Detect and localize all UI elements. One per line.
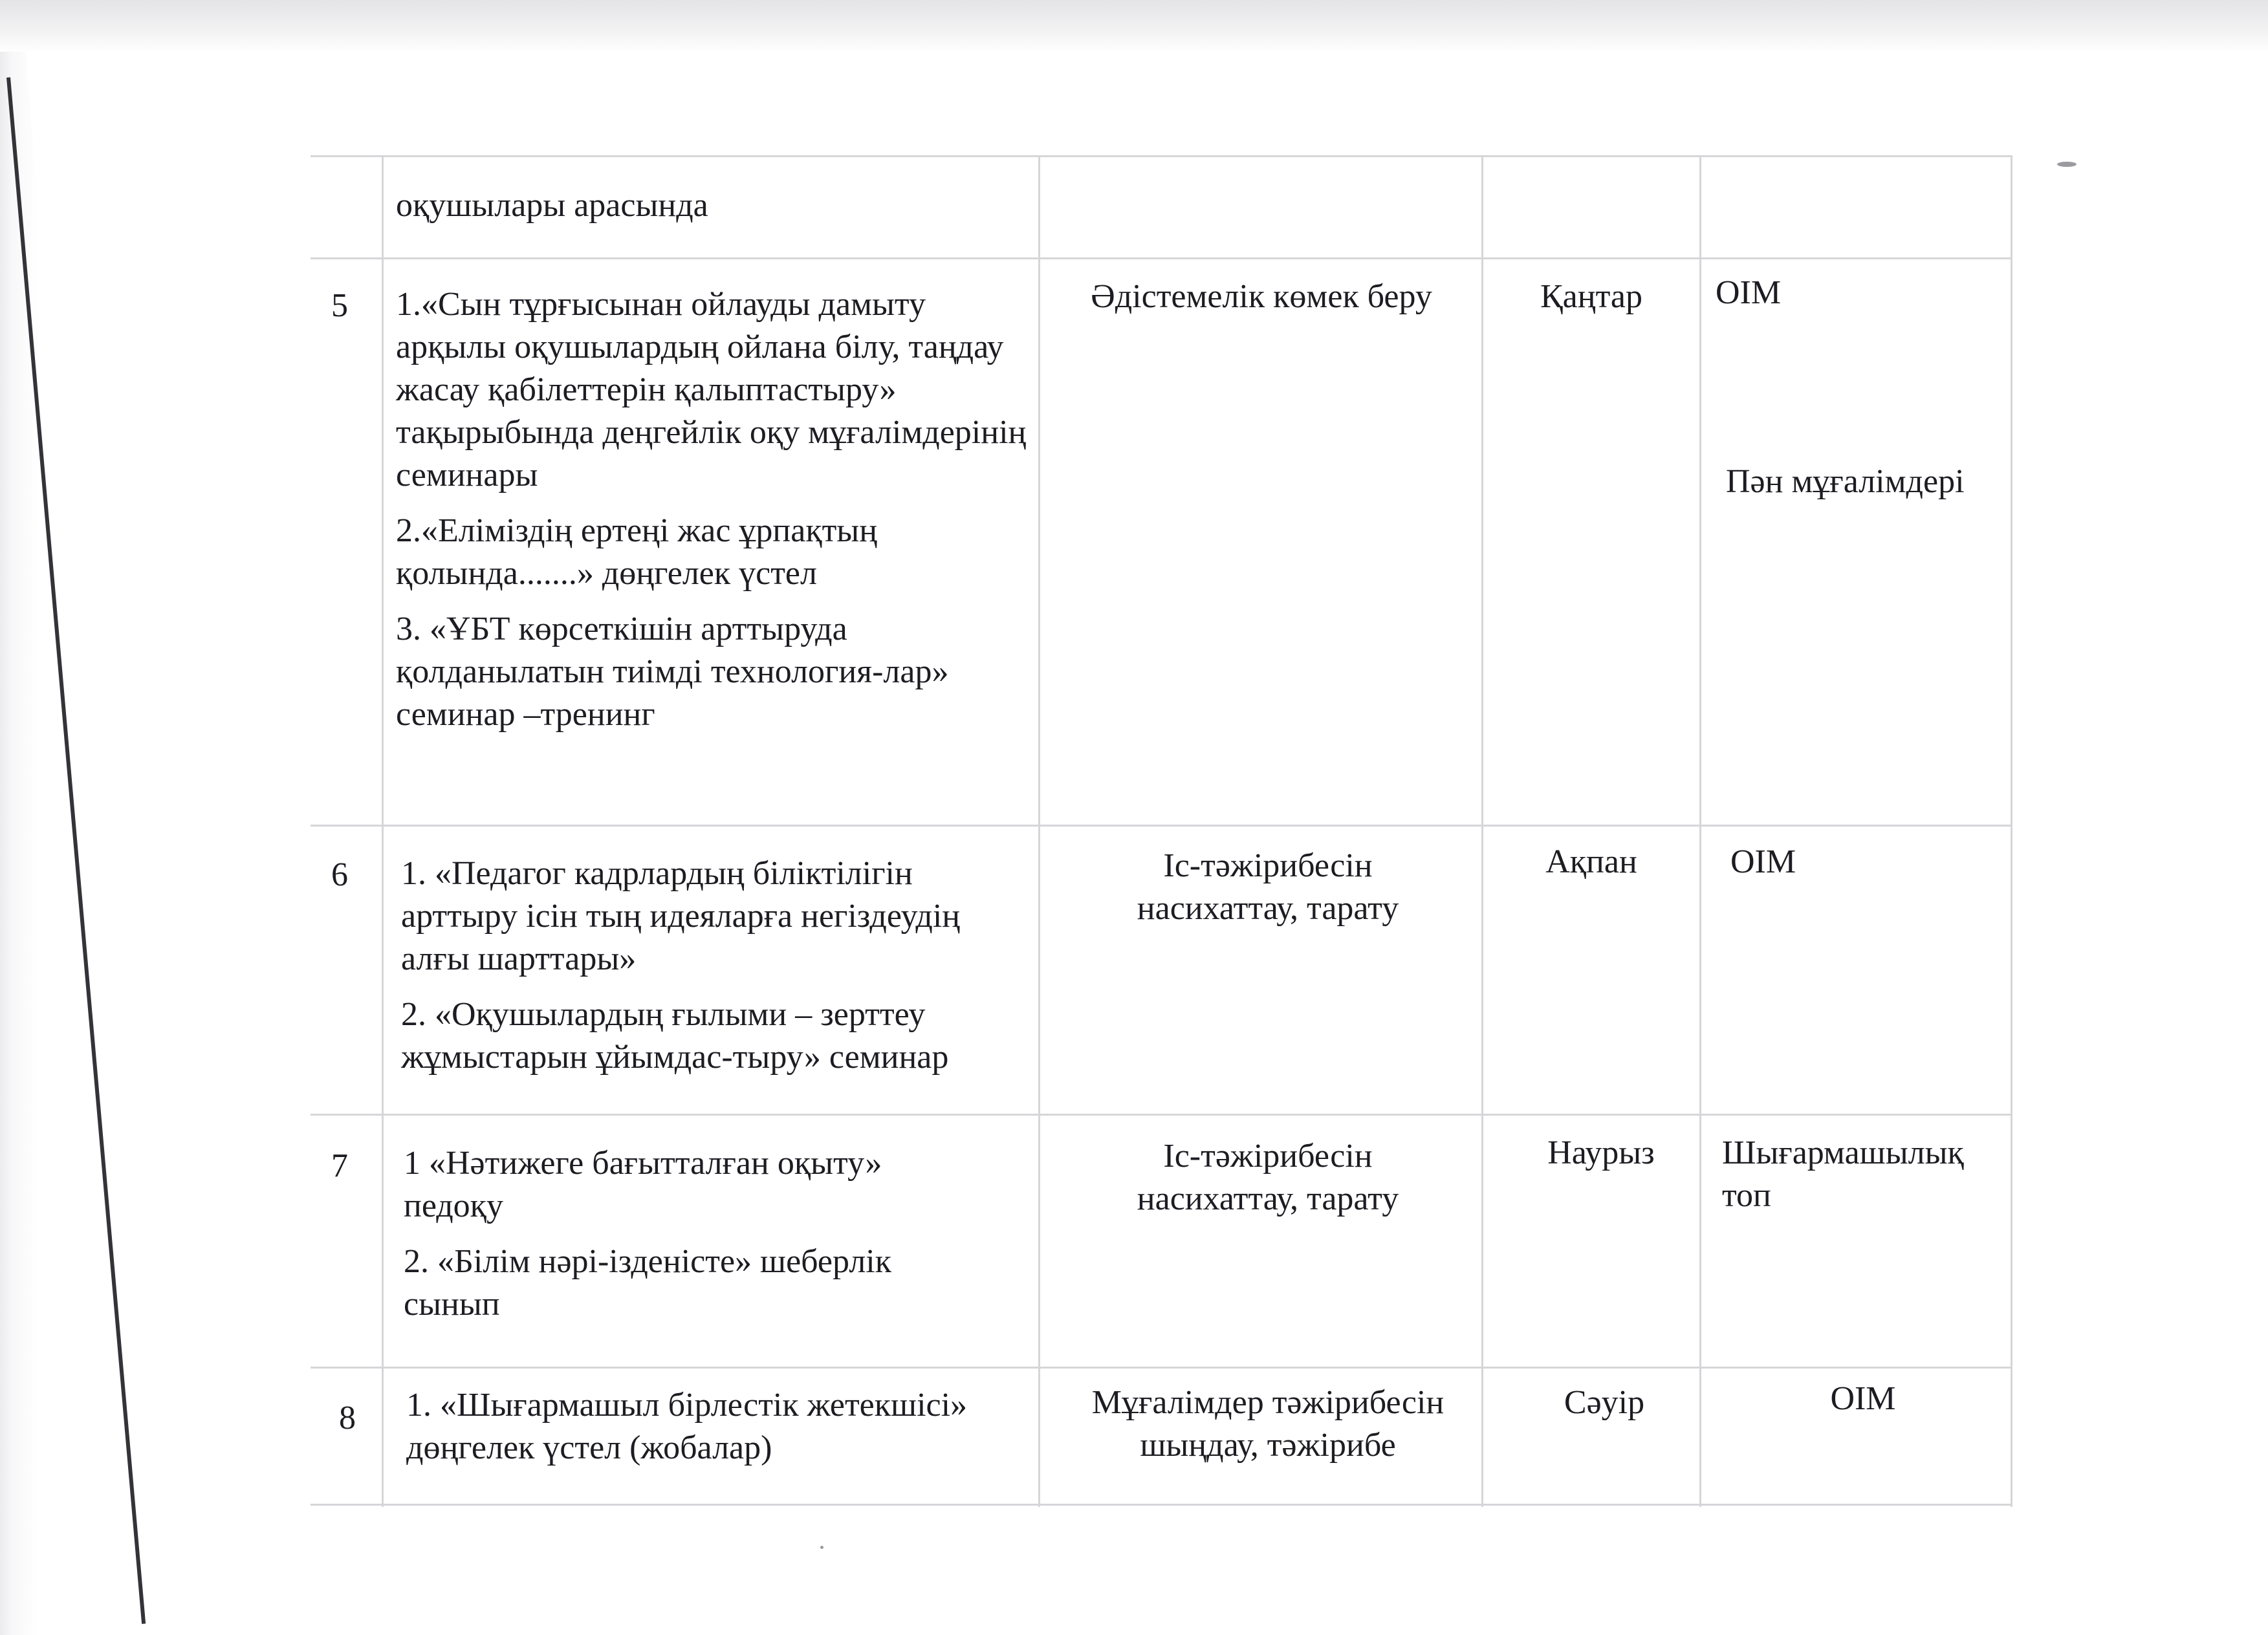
row-number: 8 (339, 1400, 356, 1436)
row-responsible: Пән мұғалімдері (1726, 463, 1965, 500)
table-col-divider (382, 155, 384, 1507)
row-topic (396, 184, 1023, 240)
row-number: 7 (331, 1147, 348, 1184)
row-form: Әдістемелік көмек беру (1091, 278, 1432, 315)
row-topic (406, 1384, 1040, 1482)
row-responsible: ОІМ (1830, 1380, 1896, 1417)
topic-item: 2. «Білім нәрі-ізденісте» шеберлік сынып (404, 1243, 891, 1323)
row-number: 6 (331, 856, 348, 893)
topic-item: 1. «Шығармашыл бірлестік жетекшісі» дөңгелек үстел (жобалар) (406, 1387, 968, 1466)
table-row-divider (311, 1114, 2012, 1116)
row-form: Іс-тәжірибесін насихаттау, тарату (1137, 847, 1399, 927)
topic-item: 3. «ҰБТ көрсеткішін арттыруда қолданылатын тиімді технология-лар» семинар –тренинг (396, 611, 949, 733)
row-month: Қаңтар (1540, 278, 1643, 315)
table-col-divider (1699, 155, 1701, 1507)
topic-item: 2. «Оқушылардың ғылыми – зерттеу жұмыстарын ұйымдас-тыру» семинар (401, 996, 949, 1076)
row-responsible: Шығармашылық топ (1722, 1134, 1964, 1214)
table-row-divider (311, 1367, 2012, 1369)
scan-speck (2057, 162, 2077, 167)
row-month: Сәуір (1564, 1384, 1645, 1421)
table-col-divider (2011, 155, 2012, 1507)
table-col-divider (1038, 155, 1040, 1507)
table-row-divider (311, 257, 2012, 259)
scan-top-shadow (0, 0, 2268, 53)
table-row-divider (311, 1504, 2012, 1506)
table-row-divider (311, 155, 2012, 157)
row-topic (396, 283, 1030, 749)
row-topic (404, 1142, 986, 1339)
table-col-divider (1481, 155, 1483, 1507)
row-number: 5 (331, 287, 348, 324)
topic-item: оқушылары арасында (396, 187, 708, 224)
row-responsible: ОІМ (1730, 843, 1796, 880)
row-month: Ақпан (1545, 843, 1637, 880)
row-form: Мұғалімдер тәжірибесін шыңдау, тәжірибе (1091, 1384, 1445, 1464)
topic-item: 2.«Еліміздің ертеңі жас ұрпақтың қолында.......» дөңгелек үстел (396, 512, 878, 592)
table-row-divider (311, 825, 2012, 827)
row-responsible: ОІМ (1716, 274, 1782, 311)
row-month: Наурыз (1547, 1134, 1655, 1171)
scan-speck (820, 1546, 823, 1549)
row-form: Іс-тәжірибесін насихаттау, тарату (1137, 1138, 1399, 1217)
topic-item: 1.«Сын тұрғысынан ойлауды дамыту арқылы оқушылардың ойлана білу, таңдау жасау қабілеттерін қалыптастыру» тақырыбында деңгейлік оқу мұғалімдерінің семинары (396, 286, 1027, 493)
topic-item: 1. «Педагог кадрлардың біліктілігін арттыру ісін тың идеяларға негіздеудің алғы шарттары» (401, 855, 961, 977)
row-topic (401, 852, 1035, 1092)
scan-page-fold (0, 52, 162, 1635)
topic-item: 1 «Нәтижеге бағытталған оқыту» педоқу (404, 1145, 882, 1224)
